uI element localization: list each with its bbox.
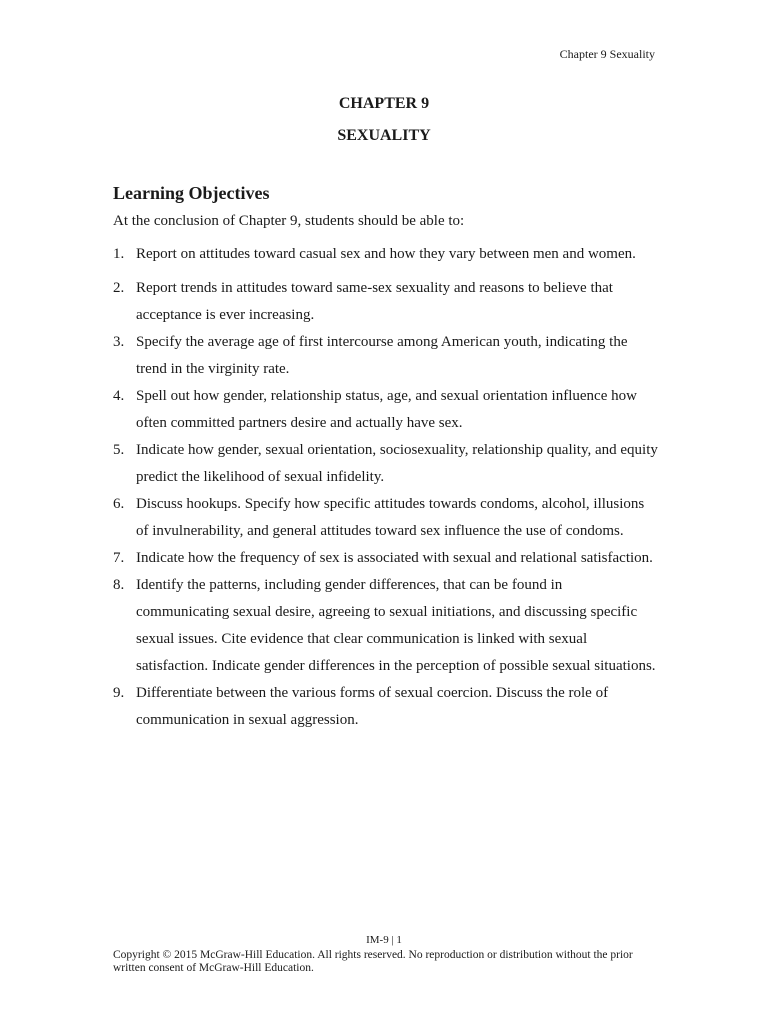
- objectives-list: [113, 241, 658, 734]
- objective-text: Spell out how gender, relationship status, age, and sexual orientation influence how often committed partners desire and actually have sex.: [136, 388, 637, 431]
- objective-text: Indicate how the frequency of sex is associated with sexual and relational satisfaction.: [136, 550, 653, 566]
- chapter-subject-title: SEXUALITY: [337, 127, 431, 144]
- objective-number: 8.: [113, 577, 125, 593]
- objective-number: 9.: [113, 685, 125, 701]
- intro-text: At the conclusion of Chapter 9, students should be able to:: [113, 213, 465, 229]
- objective-text: Identify the patterns, including gender differences, that can be found in communicating sexual desire, agreeing to sexual initiations, and discussing specific sexual issues. Cite evidence that clear communication is linked with sexual satisfaction. Indicate gender differences in the perception of possible sexual situations.: [136, 577, 656, 674]
- copyright-notice: Copyright © 2015 McGraw-Hill Education. All rights reserved. No reproduction or distribution without the prior written consent of McGraw-Hill Education.: [113, 949, 633, 974]
- objective-text: Indicate how gender, sexual orientation, sociosexuality, relationship quality, and equity predict the likelihood of sexual infidelity.: [136, 442, 658, 485]
- objective-item: [113, 545, 658, 572]
- section-heading: Learning Objectives: [113, 183, 270, 203]
- objective-text: Discuss hookups. Specify how specific attitudes towards condoms, alcohol, illusions of invulnerability, and general attitudes toward sex influence the use of condoms.: [136, 496, 645, 539]
- objective-text: Report on attitudes toward casual sex and how they vary between men and women.: [136, 246, 636, 262]
- objective-text: Differentiate between the various forms of sexual coercion. Discuss the role of communication in sexual aggression.: [136, 685, 609, 728]
- objective-item: [113, 572, 658, 680]
- objective-item: [113, 437, 658, 491]
- objective-item: [113, 241, 658, 268]
- chapter-number-title: CHAPTER 9: [338, 95, 430, 112]
- objective-number: 7.: [113, 550, 125, 566]
- objective-item: [113, 329, 658, 383]
- objective-number: 1.: [113, 246, 125, 262]
- objective-number: 2.: [113, 280, 125, 296]
- running-header: Chapter 9 Sexuality: [559, 47, 655, 61]
- footer-page-number: IM-9 | 1: [366, 934, 402, 946]
- objective-item: [113, 383, 658, 437]
- objective-number: 4.: [113, 388, 125, 404]
- objective-number: 6.: [113, 496, 125, 512]
- objective-item: [113, 275, 658, 329]
- objective-number: 5.: [113, 442, 125, 458]
- objective-number: 3.: [113, 334, 125, 350]
- objective-text: Report trends in attitudes toward same-sex sexuality and reasons to believe that acceptance is ever increasing.: [136, 280, 613, 323]
- objective-text: Specify the average age of first intercourse among American youth, indicating the trend in the virginity rate.: [136, 334, 628, 377]
- objective-item: [113, 491, 658, 545]
- objective-item: [113, 680, 658, 734]
